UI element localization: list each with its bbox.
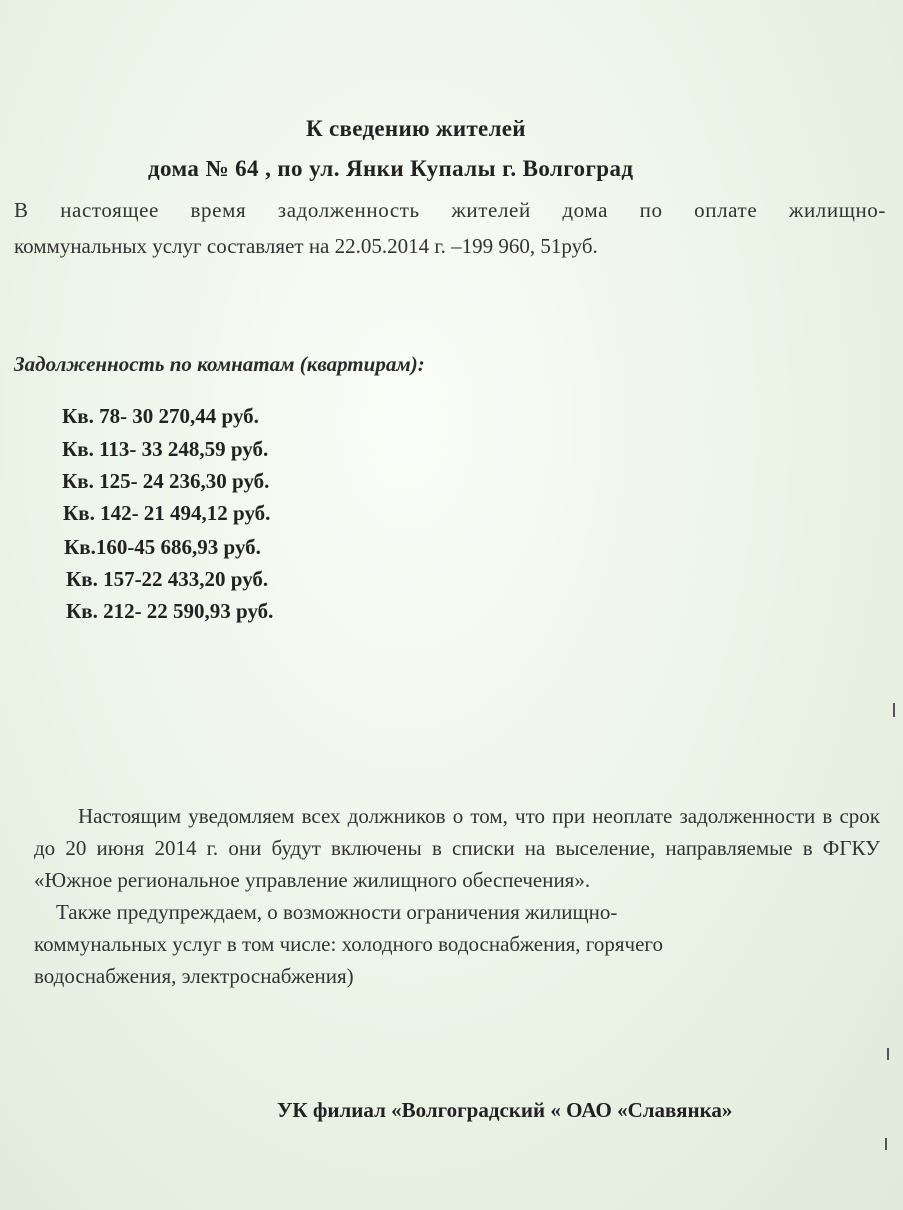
debt-summary-paragraph — [14, 192, 886, 264]
debt-summary-line-1: В настоящее время задолженность жителей дома по оплате жилищно- — [14, 198, 886, 222]
notice-subtitle-address: дома № 64 , по ул. Янки Купалы г. Волгоград — [148, 156, 634, 181]
apartment-debt-item: Кв. 212- 22 590,93 руб. — [66, 599, 274, 623]
apartment-debt-item: Кв. 125- 24 236,30 руб. — [62, 469, 270, 493]
apartment-debt-item: Кв. 78- 30 270,44 руб. — [62, 404, 259, 428]
margin-mark — [893, 703, 895, 717]
service-restriction-line-1: Также предупреждаем, о возможности ограничения жилищно- — [56, 900, 618, 924]
signature-line: УК филиал «Волгоградский « ОАО «Славянка» — [277, 1098, 733, 1122]
notice-title: К сведению жителей — [306, 116, 526, 141]
service-restriction-line-3: водоснабжения, электроснабжения) — [34, 964, 354, 988]
margin-mark — [887, 1048, 889, 1060]
eviction-warning — [34, 800, 880, 992]
margin-mark — [885, 1138, 887, 1150]
debt-summary-line-2: коммунальных услуг составляет на 22.05.2014 г. –199 960, 51руб. — [14, 234, 598, 258]
eviction-warning-paragraph: Настоящим уведомляем всех должников о том, что при неоплате задолженности в срок до 20 июня 2014 г. они будут включены в списки на выселение, направляемые в ФГКУ «Южное региональное управление жилищного обеспечения». — [34, 804, 880, 892]
apartment-debts-heading: Задолженность по комнатам (квартирам): — [14, 352, 425, 376]
apartment-debt-item: Кв.160-45 686,93 руб. — [64, 535, 261, 559]
apartment-debt-item: Кв. 142- 21 494,12 руб. — [63, 501, 271, 525]
apartment-debt-item: Кв. 157-22 433,20 руб. — [66, 567, 269, 591]
service-restriction-line-2: коммунальных услуг в том числе: холодного водоснабжения, горячего — [34, 932, 663, 956]
apartment-debt-item: Кв. 113- 33 248,59 руб. — [62, 437, 269, 461]
